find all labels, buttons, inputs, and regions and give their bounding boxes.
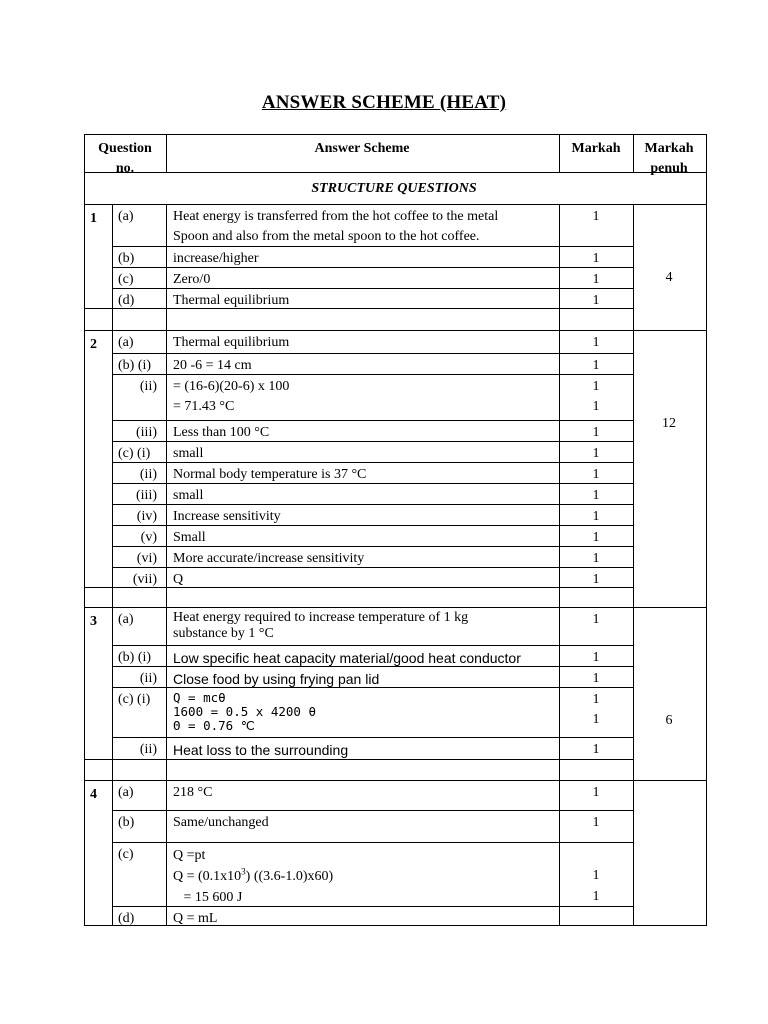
part-label: (ii): [139, 742, 157, 757]
header-answer-scheme: Answer Scheme: [314, 141, 410, 156]
answer-line: = 15 600 J: [173, 890, 243, 905]
mark-value: 1: [592, 379, 600, 394]
answer-text: 20 -6 = 14 cm: [173, 358, 252, 373]
answer-text: Heat energy required to increase temperature of 1 kg substance by 1 °C: [173, 610, 469, 641]
section-title: STRUCTURE QUESTIONS: [311, 181, 477, 196]
answer-text: small: [173, 446, 204, 461]
part-label: (v): [140, 530, 157, 545]
part-label: (d): [118, 293, 135, 308]
mark-value: 1: [592, 868, 600, 883]
answer-text: [173, 845, 333, 908]
mark-value: 1: [592, 467, 600, 482]
part-label: (vii): [132, 572, 157, 587]
answer-line: Q =pt: [173, 848, 206, 863]
answer-text: increase/higher: [173, 251, 259, 266]
mark-value: 1: [592, 358, 600, 373]
mark-value: 1: [592, 785, 600, 800]
answer-fragment: Q = (0.1x10: [173, 869, 242, 884]
question-number: 3: [90, 614, 97, 629]
question-number: 1: [90, 211, 97, 226]
mark-value: 1: [592, 712, 600, 727]
mark-value: 1: [592, 509, 600, 524]
part-label: (ii): [139, 467, 157, 482]
answer-text: Less than 100 °C: [173, 425, 270, 440]
mark-value: 1: [592, 425, 600, 440]
part-label: (a): [118, 785, 134, 800]
answer-text: More accurate/increase sensitivity: [173, 551, 365, 566]
answer-text: Small: [173, 530, 206, 545]
part-label: (c) (i): [118, 446, 151, 461]
part-label: (iv): [136, 509, 157, 524]
mark-value: 1: [592, 889, 600, 904]
part-label: (c): [118, 272, 134, 287]
part-label: (b): [118, 815, 135, 830]
mark-value: 1: [592, 488, 600, 503]
answer-text: 218 °C: [173, 785, 213, 800]
answer-text: Same/unchanged: [173, 815, 269, 830]
part-label: (ii): [139, 671, 157, 686]
answer-text: Q = mL: [173, 911, 218, 926]
mark-value: 1: [592, 671, 600, 686]
answer-text: Q = mcθ 1600 = 0.5 x 4200 θ Θ = 0.76 ℃: [173, 690, 316, 733]
question-number: 2: [90, 337, 97, 352]
answer-line: [173, 866, 333, 887]
mark-value: 1: [592, 612, 600, 627]
total-marks: 12: [662, 416, 676, 431]
mark-value: 1: [592, 815, 600, 830]
part-label: (vi): [136, 551, 157, 566]
header-markah-penuh: Markah penuh: [644, 141, 694, 176]
part-label: (iii): [136, 425, 157, 440]
total-marks: 4: [665, 270, 673, 285]
mark-value: 1: [592, 272, 600, 287]
mark-value: 1: [592, 335, 600, 350]
part-label: (b): [118, 251, 135, 266]
page-title: ANSWER SCHEME (HEAT): [261, 92, 507, 113]
answer-text: small: [173, 488, 204, 503]
part-label: (a): [118, 335, 134, 350]
part-label: (a): [118, 209, 134, 224]
answer-text: Thermal equilibrium: [173, 293, 290, 308]
part-label: (ii): [139, 379, 157, 394]
total-marks: 6: [665, 713, 673, 728]
question-number: 4: [90, 787, 97, 802]
answer-fragment: ) ((3.6-1.0)x60): [245, 869, 334, 884]
answer-text: Zero/0: [173, 272, 211, 287]
mark-value: 1: [592, 692, 600, 707]
part-label: (a): [118, 612, 134, 627]
part-label: (b) (i): [118, 650, 152, 665]
answer-text: Increase sensitivity: [173, 509, 281, 524]
mark-value: 1: [592, 650, 600, 665]
mark-value: 1: [592, 251, 600, 266]
mark-value: 1: [592, 399, 600, 414]
mark-value: 1: [592, 551, 600, 566]
mark-value: 1: [592, 572, 600, 587]
answer-text: Thermal equilibrium: [173, 335, 290, 350]
part-label: (c) (i): [118, 692, 151, 707]
exponent: 3: [241, 866, 246, 877]
mark-value: 1: [592, 209, 600, 224]
answer-text: Normal body temperature is 37 °C: [173, 467, 367, 482]
header-markah: Markah: [571, 141, 621, 156]
answer-text: = (16-6)(20-6) x 100 = 71.43 °C: [173, 379, 290, 414]
answer-text: Close food by using frying pan lid: [173, 671, 380, 687]
answer-text: Q: [173, 572, 184, 587]
part-label: (d): [118, 911, 135, 926]
answer-text: Heat loss to the surrounding: [173, 742, 349, 758]
mark-value: 1: [592, 446, 600, 461]
part-label: (iii): [136, 488, 157, 503]
header-question-no: Question no.: [98, 141, 152, 176]
mark-value: 1: [592, 293, 600, 308]
part-label: (b) (i): [118, 358, 152, 373]
answer-text: Heat energy is transferred from the hot coffee to the metal Spoon and also from the metal spoon to the hot coffee.: [173, 209, 499, 244]
mark-value: 1: [592, 742, 600, 757]
mark-value: 1: [592, 530, 600, 545]
answer-text: Low specific heat capacity material/good heat conductor: [173, 650, 521, 666]
part-label: (c): [118, 847, 134, 862]
